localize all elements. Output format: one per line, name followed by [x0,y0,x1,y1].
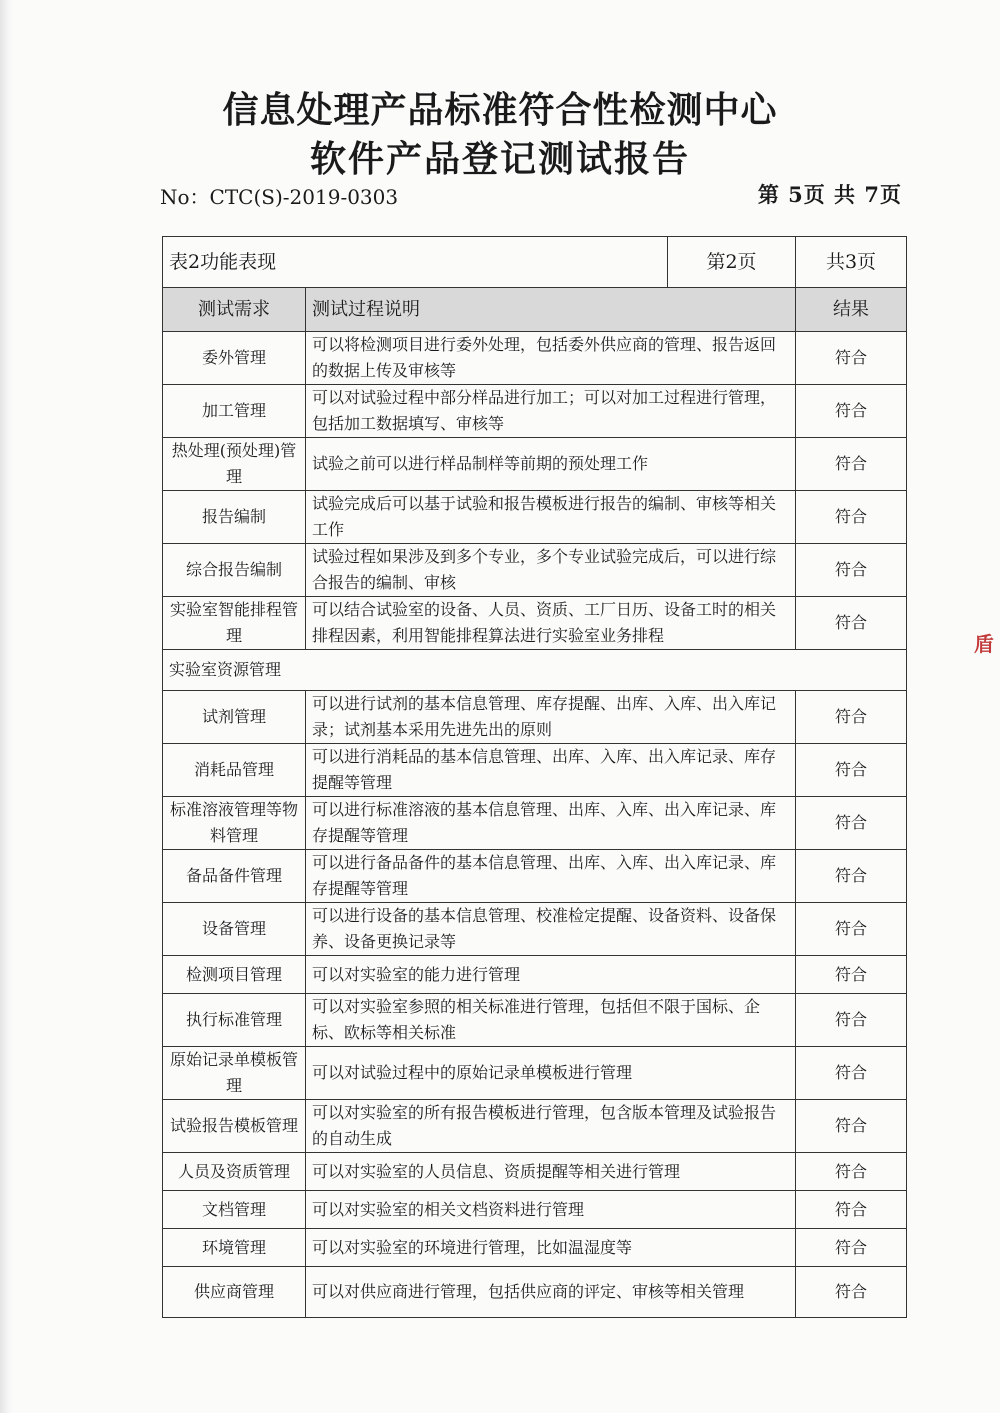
margin-stamp-mark: 盾 [974,632,994,656]
row-requirement: 检测项目管理 [163,956,306,994]
row-description: 可以进行备品备件的基本信息管理、出库、入库、出入库记录、库存提醒等管理 [306,850,796,903]
table-row [163,691,907,744]
row-result: 符合 [796,903,907,956]
col-header-description: 测试过程说明 [306,288,796,332]
row-result: 符合 [796,1100,907,1153]
row-requirement: 试剂管理 [163,691,306,744]
row-requirement: 原始记录单模板管理 [163,1047,306,1100]
row-requirement: 热处理(预处理)管理 [163,438,306,491]
row-description: 可以进行设备的基本信息管理、校准检定提醒、设备资料、设备保养、设备更换记录等 [306,903,796,956]
table-row [163,994,907,1047]
document-number: No：CTC(S)-2019-0303 [160,185,399,209]
table-page: 第2页 [668,237,796,288]
row-description: 可以对实验室的所有报告模板进行管理，包含版本管理及试验报告的自动生成 [306,1100,796,1153]
row-description: 可以将检测项目进行委外处理，包括委外供应商的管理、报告返回的数据上传及审核等 [306,332,796,385]
row-description: 可以对实验室的人员信息、资质提醒等相关进行管理 [306,1153,796,1191]
table-row [163,903,907,956]
row-result: 符合 [796,1047,907,1100]
row-requirement: 环境管理 [163,1229,306,1267]
row-description: 可以对实验室参照的相关标准进行管理，包括但不限于国标、企标、欧标等相关标准 [306,994,796,1047]
table-row [163,1267,907,1318]
row-result: 符合 [796,491,907,544]
row-description: 试验完成后可以基于试验和报告模板进行报告的编制、审核等相关工作 [306,491,796,544]
row-result: 符合 [796,1229,907,1267]
row-result: 符合 [796,994,907,1047]
row-description: 可以对实验室的环境进行管理，比如温湿度等 [306,1229,796,1267]
table-row [163,491,907,544]
table-row [163,1191,907,1229]
table-row [163,797,907,850]
row-requirement: 加工管理 [163,385,306,438]
row-requirement: 人员及资质管理 [163,1153,306,1191]
table-total-pages: 共3页 [796,237,907,288]
row-result: 符合 [796,544,907,597]
table-row [163,1229,907,1267]
row-description: 可以进行消耗品的基本信息管理、出库、入库、出入库记录、库存提醒等管理 [306,744,796,797]
col-header-requirement: 测试需求 [163,288,306,332]
table-row [163,1100,907,1153]
scan-edge-shadow [0,0,14,1413]
row-result: 符合 [796,385,907,438]
row-requirement: 标准溶液管理等物料管理 [163,797,306,850]
row-result: 符合 [796,438,907,491]
row-result: 符合 [796,744,907,797]
category-label: 实验室资源管理 [163,650,907,691]
row-result: 符合 [796,1191,907,1229]
row-requirement: 综合报告编制 [163,544,306,597]
row-requirement: 报告编制 [163,491,306,544]
table-body-a [163,332,907,650]
table-row [163,385,907,438]
row-result: 符合 [796,850,907,903]
row-requirement: 消耗品管理 [163,744,306,797]
table-row [163,544,907,597]
table-row [163,332,907,385]
report-title: 软件产品登记测试报告 [309,138,690,180]
page-number: 第 5页 共 7页 [757,182,902,207]
row-description: 试验之前可以进行样品制样等前期的预处理工作 [306,438,796,491]
row-result: 符合 [796,1267,907,1318]
table-row [163,956,907,994]
row-result: 符合 [796,956,907,994]
table-row [163,1047,907,1100]
row-description: 可以对供应商进行管理，包括供应商的评定、审核等相关管理 [306,1267,796,1318]
category-row [163,650,907,691]
table-row [163,438,907,491]
row-requirement: 实验室智能排程管理 [163,597,306,650]
table-caption-row [163,237,907,288]
col-header-result: 结果 [796,288,907,332]
row-description: 可以对实验室的能力进行管理 [306,956,796,994]
row-result: 符合 [796,797,907,850]
report-org-title: 信息处理产品标准符合性检测中心 [222,89,778,131]
row-result: 符合 [796,332,907,385]
row-requirement: 文档管理 [163,1191,306,1229]
table-row [163,1153,907,1191]
table-row [163,597,907,650]
row-requirement: 委外管理 [163,332,306,385]
row-result: 符合 [796,597,907,650]
row-requirement: 试验报告模板管理 [163,1100,306,1153]
row-result: 符合 [796,691,907,744]
row-requirement: 供应商管理 [163,1267,306,1318]
row-result: 符合 [796,1153,907,1191]
row-description: 可以进行试剂的基本信息管理、库存提醒、出库、入库、出入库记录；试剂基本采用先进先出的原则 [306,691,796,744]
row-description: 可以结合试验室的设备、人员、资质、工厂日历、设备工时的相关排程因素，利用智能排程算法进行实验室业务排程 [306,597,796,650]
function-table [162,236,907,1318]
table-caption: 表2功能表现 [163,237,668,288]
row-description: 试验过程如果涉及到多个专业，多个专业试验完成后，可以进行综合报告的编制、审核 [306,544,796,597]
table-row [163,744,907,797]
row-description: 可以对试验过程中部分样品进行加工；可以对加工过程进行管理，包括加工数据填写、审核等 [306,385,796,438]
table-row [163,850,907,903]
row-description: 可以对实验室的相关文档资料进行管理 [306,1191,796,1229]
row-requirement: 执行标准管理 [163,994,306,1047]
table-body-b [163,691,907,1318]
row-requirement: 备品备件管理 [163,850,306,903]
row-requirement: 设备管理 [163,903,306,956]
table-header-row [163,288,907,332]
row-description: 可以进行标准溶液的基本信息管理、出库、入库、出入库记录、库存提醒等管理 [306,797,796,850]
row-description: 可以对试验过程中的原始记录单模板进行管理 [306,1047,796,1100]
